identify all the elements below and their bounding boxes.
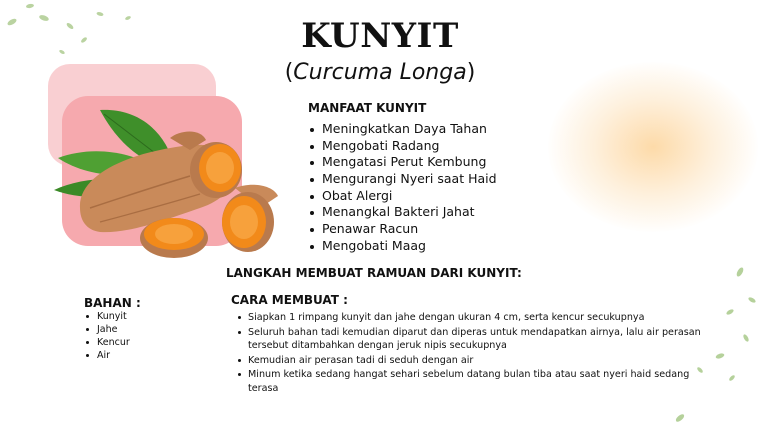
list-item: Kemudian air perasan tadi di seduh dengan air (236, 354, 706, 368)
list-item: Air (84, 349, 130, 362)
list-item: Kencur (84, 336, 130, 349)
method-heading: CARA MEMBUAT : (231, 293, 348, 307)
benefits-heading: MANFAAT KUNYIT (308, 101, 427, 115)
ingredients-heading: BAHAN : (84, 296, 141, 310)
list-item: Seluruh bahan tadi kemudian diparut dan diperas untuk mendapatkan airnya, lalu air perasan tersebut ditambahkan dengan jeruk nipis secukupnya (236, 326, 706, 353)
list-item: Kunyit (84, 310, 130, 323)
method-list (236, 311, 706, 396)
latin-name: Curcuma Longa (293, 60, 467, 85)
list-item: Menangkal Bakteri Jahat (308, 204, 497, 221)
steps-heading: LANGKAH MEMBUAT RAMUAN DARI KUNYIT: (226, 266, 522, 280)
list-item: Penawar Racun (308, 221, 497, 238)
ingredients-list (84, 310, 130, 362)
list-item: Mengurangi Nyeri saat Haid (308, 171, 497, 188)
list-item: Siapkan 1 rimpang kunyit dan jahe dengan ukuran 4 cm, serta kencur secukupnya (236, 311, 706, 325)
list-item: Meningkatkan Daya Tahan (308, 121, 497, 138)
benefits-list (308, 121, 497, 255)
list-item: Jahe (84, 323, 130, 336)
list-item: Minum ketika sedang hangat sehari sebelum datang bulan tiba atau saat nyeri haid sedang terasa (236, 368, 706, 395)
list-item: Obat Alergi (308, 188, 497, 205)
page-title: KUNYIT (301, 16, 459, 56)
list-item: Mengobati Maag (308, 238, 497, 255)
list-item: Mengatasi Perut Kembung (308, 154, 497, 171)
page-subtitle: (Curcuma Longa) (284, 60, 476, 85)
list-item: Mengobati Radang (308, 138, 497, 155)
turmeric-illustration (40, 58, 290, 268)
peach-glow-decoration (548, 62, 758, 232)
